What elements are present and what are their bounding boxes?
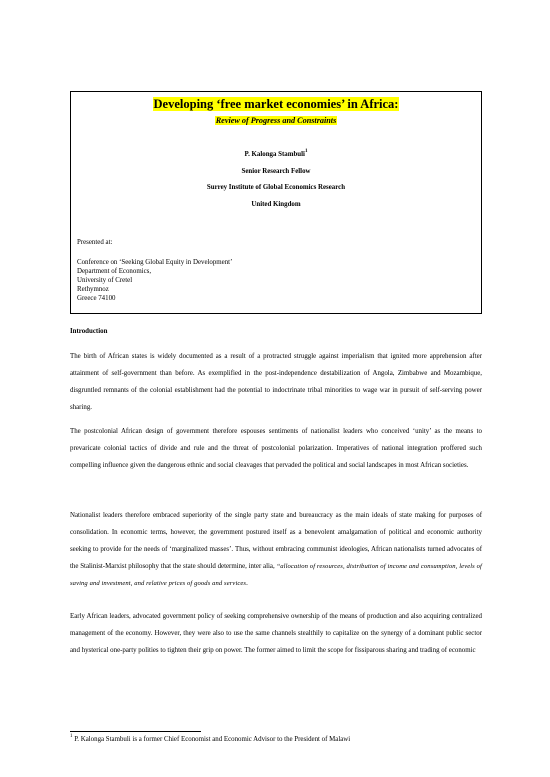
presented-at-label: Presented at: [77,239,113,246]
footnote-mark: 1 [70,734,73,739]
paper-subtitle [71,116,481,126]
paragraph: Nationalist leaders therefore embraced superiority of the single party state and bureaucracy as the main ideals of state making for purposes of consolidation. In economic terms, however, the government postured itself as a benevolent amalgamation of political and economic authority seeking to provide for the needs of ‘marginalized masses’. Thus, without embracing communist ideologies, African nationalists turned advocates of the Stalinist-Marxist philosophy that the state should determine, inter alia, “allocation of resources, distribution of income and consumption, levels of saving and investment, and relative prices of goods and services. [70,512,482,587]
paper-subtitle-text: Review of Progress and Constraints [215,116,337,125]
author-footnote-mark: 1 [304,149,308,154]
conference-line: University of Cretel [77,277,133,284]
paragraph: Early African leaders, advocated government policy of seeking comprehensive ownership of the means of production and also acquiring centralized management of the economy. However, they were also to use the same channels stealthily to capitalize on the synergy of a dominant public sector and hysterical one-party polities to tighten their grip on power. The former aimed to limit the scope for fissiparous sharing and trading of economic [70,613,482,654]
footnote-text: P. Kalonga Stambuli is a former Chief Economist and Economic Advisor to the President of Malawi [72,736,351,743]
paragraph: The birth of African states is widely documented as a result of a protracted struggle against imperialism that ignited more apprehension after attainment of self-government than before. As exemplified in the post-independence destabilization of Angola, Zimbabwe and Mozambique, disgruntled remnants of the colonial establishment had the potential to indoctrinate tribal minorities to wage war in pursuit of self-serving power sharing. [70,353,482,411]
title-box [70,91,482,314]
conference-line: Greece 74100 [77,295,116,302]
paragraph: The postcolonial African design of government therefore espouses sentiments of nationalist leaders who conceived ‘unity’ as the means to prevaricate colonial tactics of divide and rule and the threat of postcolonial polarization. Imperatives of national integration proffered such compelling influence given the dangerous ethnic and social cleavages that pervaded the political and social landscapes in most African societies. [70,428,482,469]
footnote-divider [70,731,201,732]
author-country: United Kingdom [251,200,301,208]
conference-details [77,258,232,303]
author-name: P. Kalonga Stambuli$^1$ [244,149,308,158]
section-heading: Introduction [70,328,108,335]
paper-title-text: Developing ‘free market economies’ in Africa: [153,97,399,111]
paper-title [71,97,481,112]
author-block [71,147,481,213]
conference-line: Rethymnoz [77,286,109,293]
author-position: Senior Research Fellow [241,167,311,175]
footnote [70,735,350,745]
italic-quote: “allocation of resources, distribution of income and consumption, levels of saving and investment, and relative prices of goods and services [70,562,482,587]
conference-line: Conference on ‘Seeking Global Equity in Development’ [77,259,233,266]
conference-line: Department of Economics, [77,268,152,275]
author-institute: Surrey Institute of Global Economics Research [206,184,346,191]
